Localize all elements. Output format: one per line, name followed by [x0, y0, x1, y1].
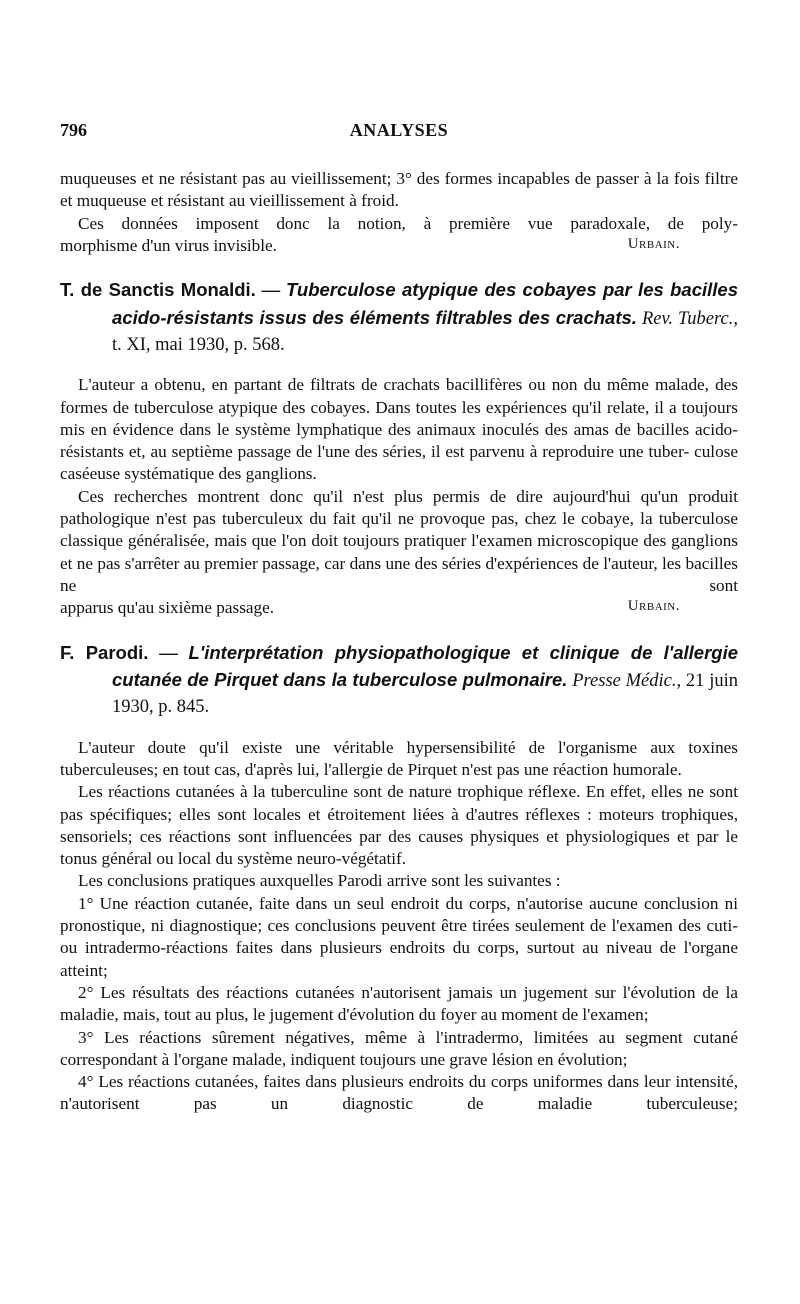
body-paragraph: L'auteur doute qu'il existe une véritable hypersensibilité de l'organisme aux toxines tuberculeuses; en tout cas, d'après lui, l'allergie de Pirquet n'est pas une réaction humorale.	[60, 737, 738, 779]
review-details: t. XI, mai 1930, p. 568.	[112, 334, 285, 355]
reference-dash: —	[148, 643, 189, 664]
numbered-conclusion: 3° Les réactions sûrement négatives, même à l'intradermo, limitées au segment cutané correspondant à l'organe malade, indiquent toujours une grave lésion en évolution;	[60, 1027, 738, 1069]
body-paragraph: Ces données imposent donc la notion, à première vue paradoxale, de poly-	[78, 213, 738, 233]
body-paragraph: Les conclusions pratiques auxquelles Parodi arrive sont les suivantes :	[78, 871, 561, 891]
spacer	[60, 721, 738, 737]
page-number: 796	[60, 120, 87, 140]
spacer	[60, 257, 738, 277]
closing-line	[60, 597, 738, 619]
body-paragraph-last-line: morphisme d'un virus invisible.	[60, 235, 277, 255]
review-journal: Presse Médic.,	[572, 671, 682, 692]
body-paragraph: muqueuses et ne résistant pas au vieillissement; 3° des formes incapables de passer à la fois filtre et muqueuse et résistant au vieillissement à froid.	[60, 169, 738, 211]
spacer	[60, 620, 738, 640]
body-paragraph: Ces recherches montrent donc qu'il n'est plus permis de dire aujourd'hui qu'un produit pathologique n'est pas tuberculeux du fait qu'il ne provoque pas, chez le cobaye, la tuberculose classique généralisée, mais que l'on doit toujours pratiquer l'examen microscopique des ganglions et ne pas s'arrêter au premier passage, car dans une des séries d'expériences de l'auteur, les bacilles ne sont	[60, 486, 738, 595]
spacer	[60, 358, 738, 374]
numbered-conclusion: 1° Une réaction cutanée, faite dans un seul endroit du corps, n'autorise aucune conclusion ni pronostique, ni diagnostique; ces conclusions peuvent être tirées seulement de l'examen des cuti- ou intradermo-réactions faites dans plusieurs endroits du corps, surtout au niveau de l'organe atteint;	[60, 893, 738, 980]
review-reference	[60, 277, 738, 358]
page-body	[60, 168, 738, 1116]
numbered-conclusion: 4° Les réactions cutanées, faites dans plusieurs endroits du corps uniformes dans leur intensité, n'autorisent pas un diagnostic de maladie tuberculeuse;	[60, 1072, 738, 1114]
review-journal: Rev. Tuberc.,	[642, 308, 738, 329]
review-title: L'interprétation physiopathologique et clinique de l'allergie cutanée de Pirquet dans la tuberculose pulmonaire.	[112, 641, 738, 691]
numbered-conclusion: 2° Les résultats des réactions cutanées n'autorisent jamais un jugement sur l'évolution de la maladie, mais, tout au plus, le jugement d'évolution du foyer au moment de l'examen;	[60, 982, 738, 1025]
closing-line	[60, 235, 738, 257]
review-details: 21 juin 1930, p. 845.	[112, 671, 738, 717]
review-author: T. de Sanctis Monaldi.	[60, 279, 256, 301]
review-author: F. Parodi.	[60, 641, 149, 663]
review-reference	[60, 640, 738, 721]
body-paragraph: Les réactions cutanées à la tuberculine sont de nature trophique réflexe. En effet, elles ne sont pas spécifiques; elles sont locales et étroitement liées à d'autres réflexes : moteurs trophiques, sensoriels; ces réactions sont influencées par des causes physiques et physiologiques et par le tonus général ou local du système neuro-végétatif.	[60, 782, 738, 869]
body-paragraph-last-line: apparus qu'au sixième passage.	[60, 598, 275, 618]
body-paragraph: L'auteur a obtenu, en partant de filtrats de crachats bacillifères ou non du même malade, des formes de tuberculose atypique des cobayes. Dans toutes les expériences qu'il relate, il a toujours mis en évidence dans le système lymphatique des animaux inoculés des amas de bacilles acido-résistants et, au septième passage de l'une des séries, il est parvenu à reproduire une tuber- culose caséeuse systématique des ganglions.	[60, 375, 738, 484]
running-header	[60, 120, 738, 144]
reviewer-signature: Urbain.	[627, 235, 680, 252]
reviewer-signature: Urbain.	[627, 598, 680, 615]
running-title: ANALYSES	[349, 120, 449, 140]
review-title: Tuberculose atypique des cobayes par les bacilles acido-résistants issus des éléments filtrables des crachats.	[112, 279, 738, 328]
reference-dash: —	[255, 281, 286, 302]
